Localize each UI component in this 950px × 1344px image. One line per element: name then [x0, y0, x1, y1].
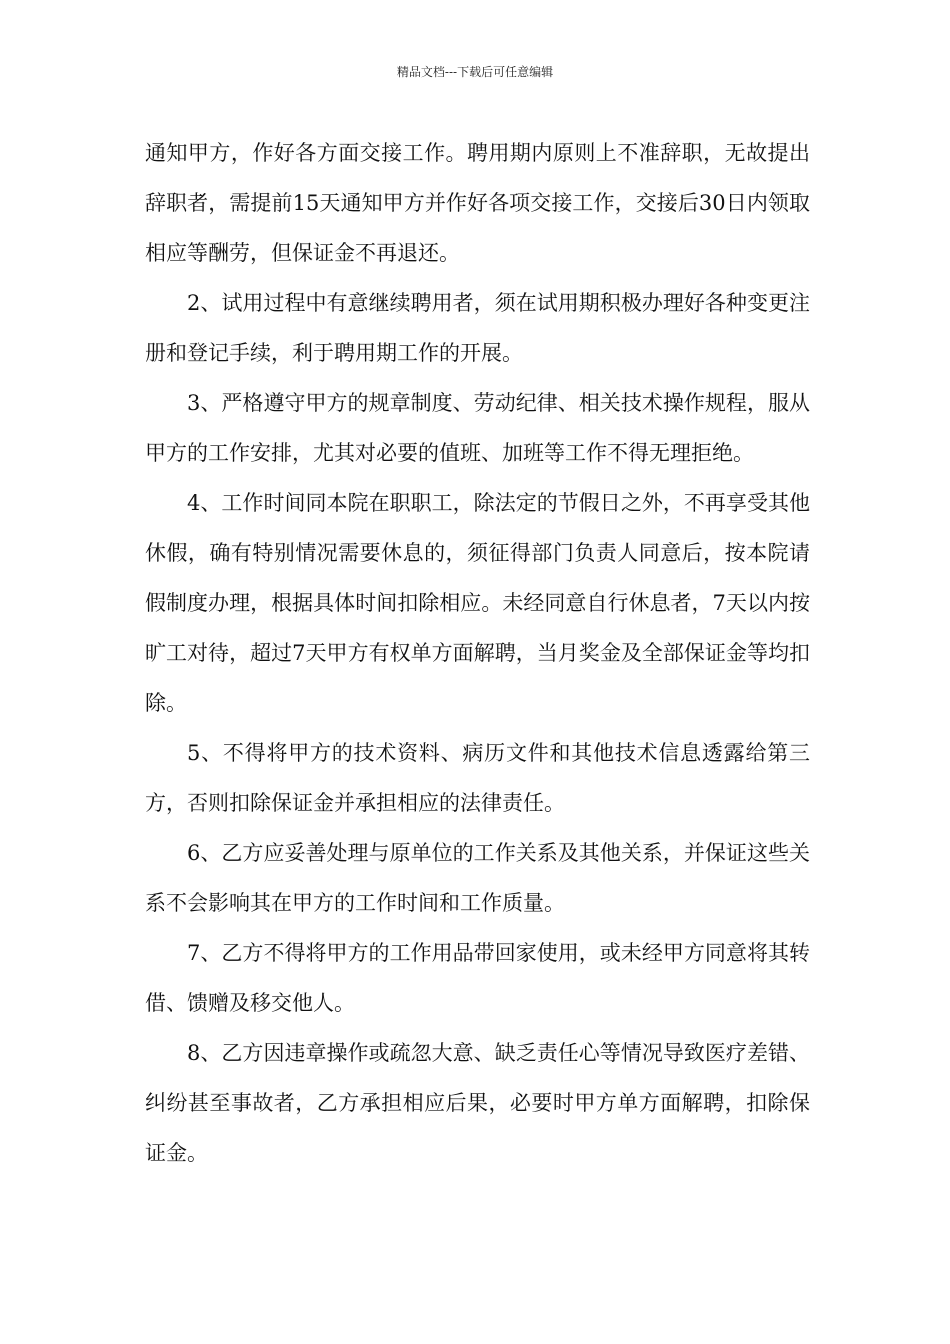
- page-header: 精品文档---下载后可任意编辑: [396, 65, 554, 79]
- paragraph-continuation: 通知甲方，作好各方面交接工作。聘用期内原则上不准辞职，无故提出辞职者，需提前15天通知甲方并作好各项交接工作，交接后30日内领取相应等酬劳，但保证金不再退还。: [145, 141, 810, 265]
- paragraph-clause-7: 7、乙方不得将甲方的工作用品带回家使用，或未经甲方同意将其转借、馈赠及移交他人。: [145, 941, 810, 1015]
- paragraph-clause-2: 2、试用过程中有意继续聘用者，须在试用期积极办理好各种变更注册和登记手续，利于聘用期工作的开展。: [145, 291, 810, 365]
- document-body: [145, 128, 810, 1178]
- paragraph-clause-5: 5、不得将甲方的技术资料、病历文件和其他技术信息透露给第三方，否则扣除保证金并承担相应的法律责任。: [145, 741, 810, 815]
- paragraph-clause-3: 3、严格遵守甲方的规章制度、劳动纪律、相关技术操作规程，服从甲方的工作安排，尤其对必要的值班、加班等工作不得无理拒绝。: [145, 391, 810, 465]
- paragraph-clause-6: 6、乙方应妥善处理与原单位的工作关系及其他关系，并保证这些关系不会影响其在甲方的工作时间和工作质量。: [145, 841, 810, 915]
- paragraph-clause-8: 8、乙方因违章操作或疏忽大意、缺乏责任心等情况导致医疗差错、纠纷甚至事故者，乙方承担相应后果，必要时甲方单方面解聘，扣除保证金。: [145, 1041, 810, 1165]
- paragraph-clause-4: 4、工作时间同本院在职职工，除法定的节假日之外，不再享受其他休假，确有特别情况需要休息的，须征得部门负责人同意后，按本院请假制度办理，根据具体时间扣除相应。未经同意自行休息者，7天以内按旷工对待，超过7天甲方有权单方面解聘，当月奖金及全部保证金等均扣除。: [145, 491, 810, 715]
